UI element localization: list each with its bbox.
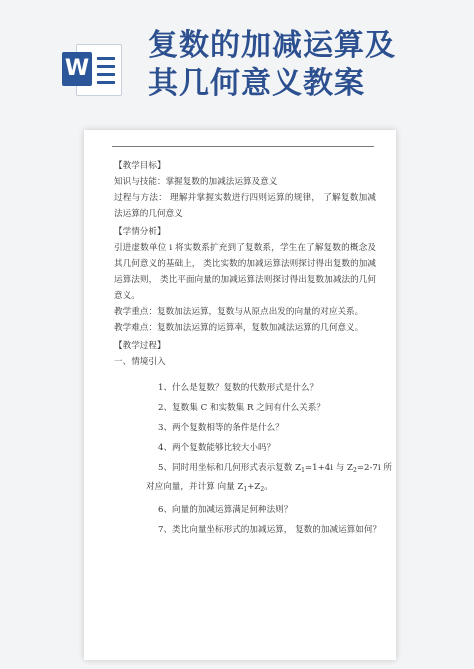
section-heading-objectives: 【教学目标】 (114, 161, 166, 171)
difficult-point: 教学难点：复数加法运算的运算率，复数加减法运算的几何意义。 (114, 323, 364, 333)
banner (0, 0, 474, 110)
question-2: 2、复数集 C 和实数集 R 之间有什么关系？ (158, 403, 325, 413)
question-6: 6、向量的加减运算满足何种法则？ (158, 505, 293, 515)
word-w-badge: W (62, 52, 92, 86)
subscript-2: 2 (353, 467, 357, 474)
title-line-1: 复数的加减运算及 (148, 28, 396, 63)
question-5-text-e: +Z (247, 482, 261, 492)
word-icon (62, 42, 122, 96)
subscript-2b: 2 (260, 486, 265, 493)
question-5-text-d: 对应向量，并计算 向量 Z (146, 482, 244, 492)
question-5-continued (114, 479, 376, 498)
header-rule (112, 146, 374, 147)
question-5-text-c: =2-7i 所 (356, 463, 392, 473)
question-4: 4、两个复数能够比较大小吗？ (158, 443, 276, 453)
question-5-text-a: 5、同时用坐标和几何形式表示复数 Z (158, 463, 302, 473)
question-7: 7、类比向量坐标形式的加减运算， 复数的加减运算如何？ (158, 525, 382, 535)
question-5-text-f: 。 (264, 482, 273, 492)
question-1: 1、什么是复数？复数的代数形式是什么？ (158, 383, 319, 393)
subscript-1: 1 (301, 467, 305, 474)
section-heading-process: 【教学过程】 (114, 341, 166, 351)
question-5-text-b: =1+4i 与 Z (304, 463, 354, 473)
subsection-intro: 一、情境引入 (114, 357, 166, 367)
subscript-1b: 1 (243, 486, 248, 493)
analysis-paragraph: 引进虚数单位 i 将实数系扩充到了复数系，学生在了解复数的概念及其几何意义的基础上， 类比实数的加减运算法则探讨得出复数的加减运算法则， 类比平面向量的加减运算法则探讨得出复数加减法的几何意义。 (114, 243, 376, 301)
question-3: 3、两个复数相等的条件是什么？ (158, 423, 284, 433)
document-body (114, 156, 392, 538)
objective-knowledge: 知识与技能：掌握复数的加减法运算及意义 (114, 177, 278, 187)
section-heading-analysis: 【学情分析】 (114, 227, 166, 237)
objective-process: 过程与方法： 理解并掌握实数进行四则运算的规律， 了解复数加减法运算的几何意义 (114, 193, 376, 219)
key-point: 教学重点：复数加法运算，复数与从原点出发的向量的对应关系。 (114, 307, 364, 317)
document-page (84, 130, 396, 660)
title-line-2: 其几何意义教案 (148, 66, 365, 101)
question-5 (114, 460, 392, 479)
